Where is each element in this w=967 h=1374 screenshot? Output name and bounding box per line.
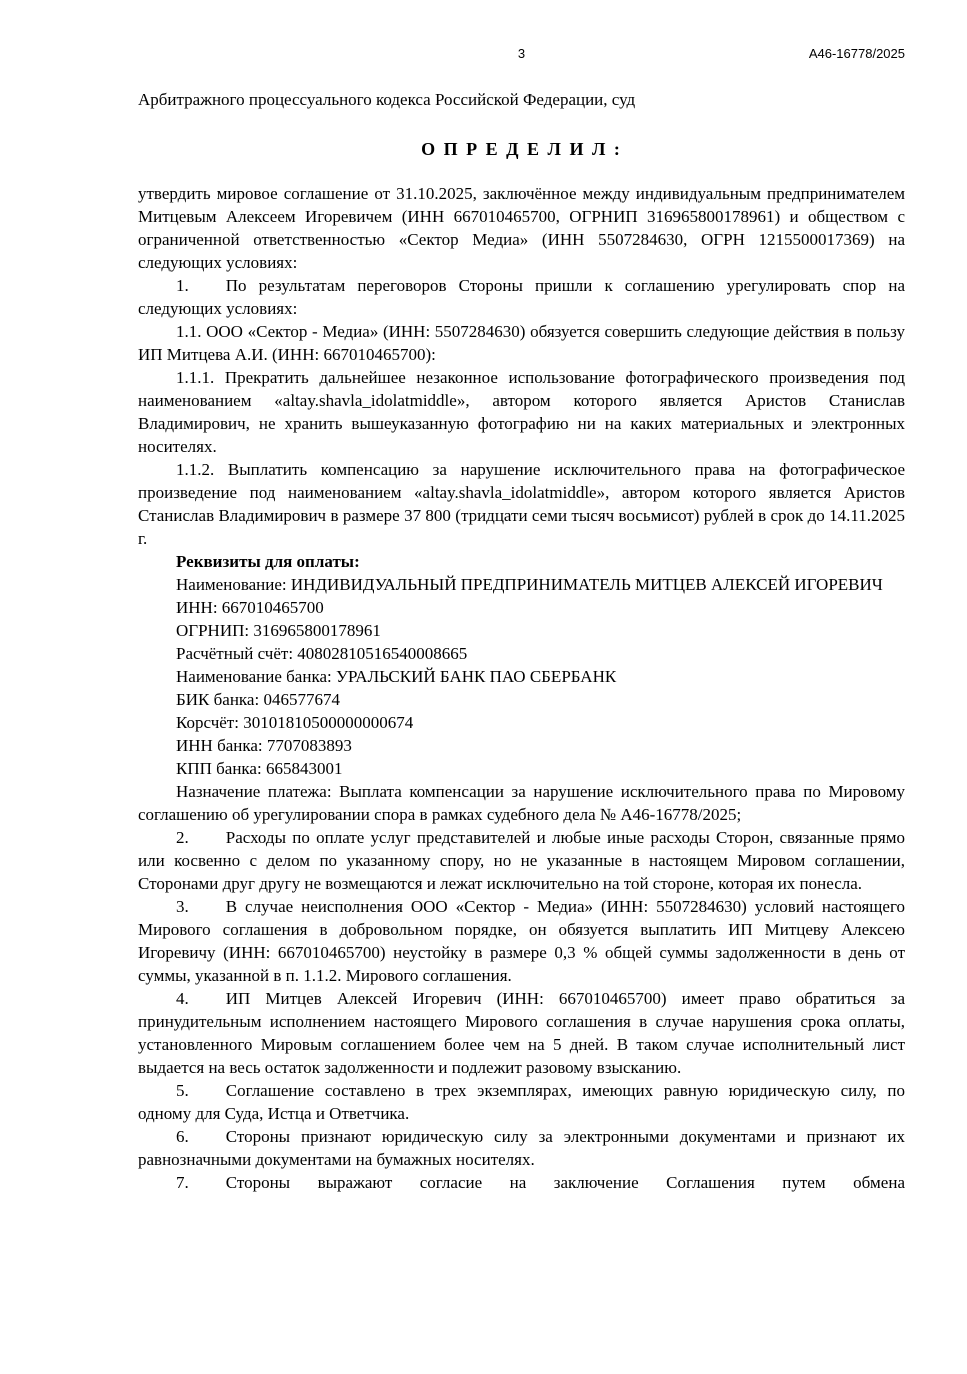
payment-detail-line: Наименование: ИНДИВИДУАЛЬНЫЙ ПРЕДПРИНИМАТЕЛЬ МИТЦЕВ АЛЕКСЕЙ ИГОРЕВИЧ <box>176 575 883 594</box>
clause-1 <box>138 274 905 320</box>
payment-detail-line: Наименование банка: УРАЛЬСКИЙ БАНК ПАО СБЕРБАНК <box>176 667 617 686</box>
payment-requisites-title: Реквизиты для оплаты: <box>176 552 360 571</box>
clause-text: Стороны признают юридическую силу за электронными документами и признают их равнозначными документами на бумажных носителях. <box>138 1127 905 1169</box>
clause-4 <box>138 987 905 1079</box>
clause-number: 2. <box>176 828 189 847</box>
payment-purpose: Назначение платежа: Выплата компенсации за нарушение исключительного права по Мировому соглашению об урегулировании спора в рамках судебного дела № А46-16778/2025; <box>138 782 905 824</box>
payment-details <box>176 573 905 780</box>
clause-number: 1. <box>176 276 189 295</box>
payment-detail-line: ОГРНИП: 316965800178961 <box>176 621 381 640</box>
clause-text: Соглашение составлено в трех экземплярах, имеющих равную юридическую силу, по одному для Суда, Истца и Ответчика. <box>138 1081 905 1123</box>
clause-6 <box>138 1125 905 1171</box>
payment-detail-line: Расчётный счёт: 40802810516540008665 <box>176 644 468 663</box>
ruling-heading: О П Р Е Д Е Л И Л : <box>421 139 622 159</box>
clause-number: 6. <box>176 1127 189 1146</box>
page-header <box>138 46 905 63</box>
clause-number: 5. <box>176 1081 189 1100</box>
approval-clause: утвердить мировое соглашение от 31.10.2025, заключённое между индивидуальным предпринимателем Митцевым Алексеем Игоревичем (ИНН 667010465700, ОГРНИП 316965800178961) и обществом с ограниченной ответственностью «Сектор Медиа» (ИНН 5507284630, ОГРН 1215500017369) на следующих условиях: <box>138 184 905 272</box>
clause-text: ИП Митцев Алексей Игоревич (ИНН: 667010465700) имеет право обратиться за принудительным исполнением настоящего Мирового соглашения в случае нарушения срока оплаты, установленного Мировым соглашением более чем на 5 дней. В таком случае исполнительный лист выдается на весь остаток задолженности и подлежит разовому взысканию. <box>138 989 905 1077</box>
clause-1-1-1: 1.1.1. Прекратить дальнейшее незаконное использование фотографического произведения под наименованием «altay.shavla_idolatmiddle», автором которого является Аристов Станислав Владимирович, не хранить вышеуказанную фотографию ни на каких материальных и электронных носителях. <box>138 368 905 456</box>
clause-number: 4. <box>176 989 189 1008</box>
clause-text: Расходы по оплате услуг представителей и любые иные расходы Сторон, связанные прямо или косвенно с делом по указанному спору, но не указанные в настоящем Мировом соглашении, Сторонами друг другу не возмещаются и лежат исключительно на той стороне, которая их понесла. <box>138 828 905 893</box>
clause-number: 3. <box>176 897 189 916</box>
clause-text: Стороны выражают согласие на заключение Соглашения путем обмена <box>225 1173 905 1192</box>
clause-text: В случае неисполнения ООО «Сектор - Медиа» (ИНН: 5507284630) условий настоящего Мирового соглашения в добровольном порядке, он обязуется выплатить ИП Митцеву Алексею Игоревичу (ИНН: 667010465700) неустойку в размере 0,3 % общей суммы задолженности в день от суммы, указанной в п. 1.1.2. Мирового соглашения. <box>138 897 905 985</box>
clause-text: По результатам переговоров Стороны пришли к соглашению урегулировать спор на следующих условиях: <box>138 276 905 318</box>
clause-2 <box>138 826 905 895</box>
document-body <box>138 88 905 1194</box>
clause-5 <box>138 1079 905 1125</box>
payment-detail-line: ИНН банка: 7707083893 <box>176 736 352 755</box>
payment-detail-line: ИНН: 667010465700 <box>176 598 324 617</box>
clause-1-1: 1.1. ООО «Сектор - Медиа» (ИНН: 5507284630) обязуется совершить следующие действия в пользу ИП Митцева А.И. (ИНН: 667010465700): <box>138 322 905 364</box>
continuation-line: Арбитражного процессуального кодекса Российской Федерации, суд <box>138 90 636 109</box>
payment-detail-line: КПП банка: 665843001 <box>176 759 343 778</box>
clause-7 <box>138 1171 905 1194</box>
payment-detail-line: БИК банка: 046577674 <box>176 690 340 709</box>
clause-1-1-2: 1.1.2. Выплатить компенсацию за нарушение исключительного права на фотографическое произведение под наименованием «altay.shavla_idolatmiddle», автором которого является Аристов Станислав Владимирович в размере 37 800 (тридцати семи тысяч восьмисот) рублей в срок до 14.11.2025 г. <box>138 460 905 548</box>
clause-number: 7. <box>176 1173 189 1192</box>
page-number: 3 <box>517 46 526 61</box>
payment-detail-line: Корсчёт: 30101810500000000674 <box>176 713 414 732</box>
case-number: А46-16778/2025 <box>808 46 905 61</box>
clause-3 <box>138 895 905 987</box>
